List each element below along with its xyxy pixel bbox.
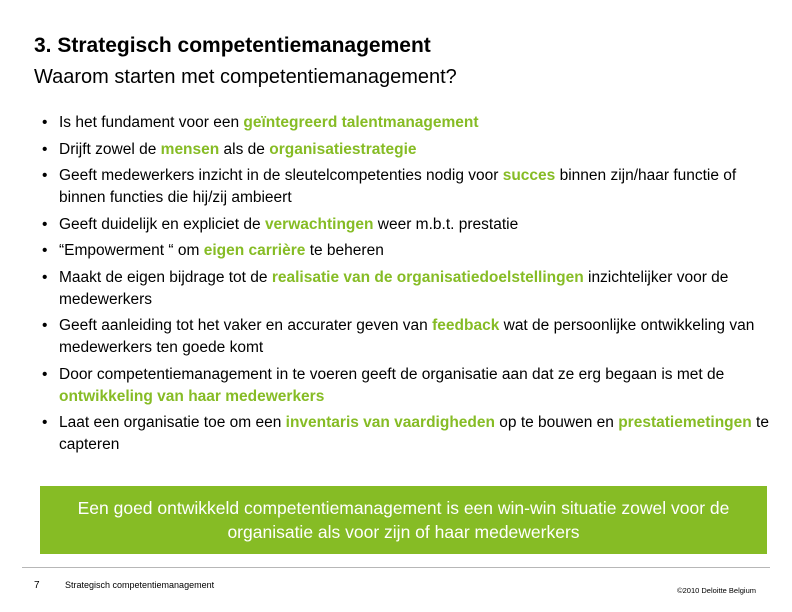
bullet-text: Geeft duidelijk en expliciet de [59,215,265,233]
bullet-highlight: eigen carrière [203,242,306,259]
bullet-highlight: realisatie van de organisatiedoelstellingen [271,268,584,286]
bullet-marker: • [42,365,48,383]
bullet-text: Geeft medewerkers inzicht in de sleutelcompetenties nodig voor [59,167,503,184]
bullet-highlight: feedback [432,317,500,334]
bullet-marker: • [42,268,48,286]
bullet-item [42,240,772,262]
bullet-marker: • [42,167,48,184]
bullet-highlight: ontwikkeling van haar medewerkers [59,387,325,405]
bullet-item [42,214,772,236]
bullet-text: wat de persoonlijke ontwikkeling van medewerkers ten goede komt [59,317,755,356]
bullet-text: Is het fundament voor een [59,114,244,131]
bullet-list [42,112,772,461]
bullet-highlight: verwachtingen [264,215,374,233]
bullet-text: Geeft aanleiding tot het vaker en accurater geven van [59,317,433,334]
bullet-text: Door competentiemanagement in te voeren geeft de organisatie aan dat ze erg begaan is met de [59,365,725,383]
bullet-highlight: geïntegreerd talentmanagement [243,114,479,131]
bullet-item [42,112,772,134]
footer-doc-title: Strategisch competentiemanagement [65,580,215,590]
bullet-item [42,412,772,456]
slide-subtitle: Waarom starten met competentiemanagement? [34,66,457,88]
bullet-text: te beheren [305,242,384,259]
callout-box [40,486,767,554]
bullet-marker: • [42,215,48,233]
bullet-marker: • [42,242,48,259]
bullet-highlight: mensen [160,140,220,158]
bullet-text: binnen zijn/haar functie of binnen functies die hij/zij ambieert [59,167,737,206]
footer-copyright: ©2010 Deloitte Belgium [677,586,756,595]
bullet-marker: • [42,140,48,158]
bullet-text: Laat een organisatie toe om een [59,414,286,431]
bullet-highlight: succes [502,167,556,184]
bullet-item [42,267,772,311]
bullet-highlight: inventaris van vaardigheden [285,414,495,431]
bullet-highlight: organisatiestrategie [269,140,417,158]
bullet-marker: • [42,414,48,431]
bullet-marker: • [42,317,48,334]
slide-title: 3. Strategisch competentiemanagement [34,34,431,57]
bullet-text: Drijft zowel de [59,140,161,158]
bullet-text: inzichtelijker voor de medewerkers [59,268,729,308]
bullet-marker: • [42,114,48,131]
bullet-highlight: prestatiemetingen [618,414,752,431]
bullet-item [42,139,772,161]
page-number: 7 [34,580,40,591]
bullet-text: op te bouwen en [494,414,619,431]
bullet-item [42,315,772,359]
bullet-item [42,165,772,209]
bullet-text: te capteren [59,414,769,453]
bullet-text: Maakt de eigen bijdrage tot de [59,268,272,286]
bullet-text: weer m.b.t. prestatie [373,215,519,233]
callout-text: Een goed ontwikkeld competentiemanagement is een win-win situatie zowel voor de organisatie als voor zijn of haar medewerkers [77,498,730,542]
bullet-text: “Empowerment “ om [59,242,204,259]
footer-divider [22,567,770,568]
bullet-item [42,364,772,408]
bullet-text: als de [219,140,270,158]
